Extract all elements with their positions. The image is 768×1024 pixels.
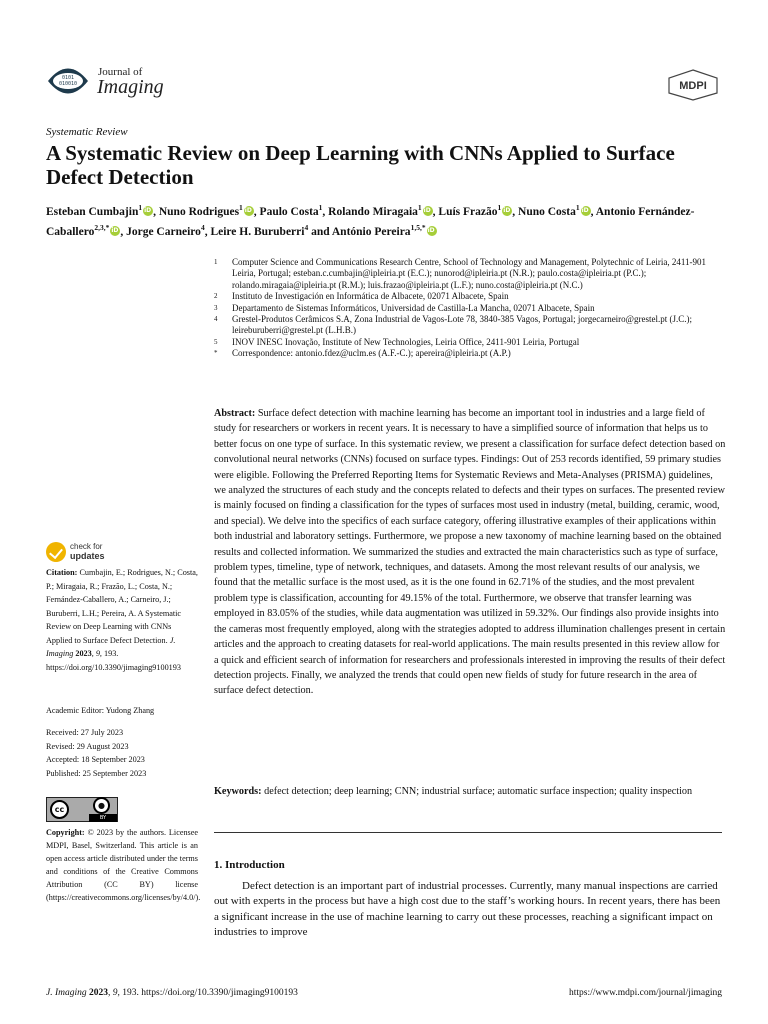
footer-year: 2023	[89, 988, 109, 998]
citation-volume: 9	[95, 649, 100, 658]
author-affiliation-number: 1	[497, 203, 502, 212]
author-affiliation-number: 4	[304, 222, 309, 232]
orcid-icon[interactable]	[110, 226, 120, 236]
author-separator: ,	[120, 225, 127, 238]
article-type: Systematic Review	[46, 126, 128, 138]
affiliation-text: Grestel-Produtos Cerâmicos S.A, Zona Industrial de Vagos-Lote 78, 3840-385 Vagos, Portugal; jorgecarneiro@grestel.pt (J.C.); leireburuberri@grestel.pt (L.H.B.)	[232, 314, 692, 336]
author-separator: ,	[153, 205, 159, 218]
abstract-label: Abstract:	[214, 408, 256, 419]
orcid-icon[interactable]	[423, 206, 433, 216]
abstract	[214, 406, 726, 699]
affiliation-text: Correspondence: antonio.fdez@uclm.es (A.F.-C.); apereira@ipleiria.pt (A.P.)	[232, 348, 511, 359]
citation: Citation: Cumbajin, E.; Rodrigues, N.; Costa, P.; Miragaia, R.; Frazão, L.; Costa, N.; Fernández-Caballero, A.; Carneiro, J.; Buruberri, L.H.; Pereira, A. A Systematic Review on Deep Learning with CNNs Applied to Surface Defect Detection. J. Imaging 2023, 9, 193. https://doi.org/10.3390/jimaging9100193	[46, 568, 198, 672]
author-name[interactable]: Luís Frazão	[438, 205, 498, 218]
copyright-label: Copyright:	[46, 828, 85, 837]
affiliations	[214, 257, 726, 360]
author-separator: ,	[204, 225, 211, 238]
author-name[interactable]: Paulo Costa	[259, 205, 319, 218]
author-name[interactable]: Esteban Cumbajin	[46, 205, 139, 218]
citation-journal: J. Imaging	[46, 635, 176, 658]
cc-by-license-badge[interactable]	[46, 797, 118, 822]
author-name[interactable]: Jorge Carneiro	[126, 225, 201, 238]
author-separator: and	[308, 225, 332, 238]
abstract-text: Surface defect detection with machine learning has become an important tool in industries and a large field of study for researchers or workers in recent years. It is necessary to have a simplified source of information that helps us to better focus on one type of surface. In this systematic review, we present a classification for surface defect detection based on convolutional neural networks (CNNs) focused on surface types. Findings: Out of 253 records identified, 59 primary studies were eligible. Following the Preferred Reporting Items for Systematic Reviews and Meta-Analyses (PRISMA) guidelines, we analyzed the structures of each study and the concepts related to defects and their types on surfaces. The presented review is mainly focused on finding a classification for the types of surfaces most used in industry (metal, building, ceramic, wood, and special). We delve into the specifics of each surface category, offering illustrative examples of their applications within both industrial and laboratory settings. Furthermore, we propose a new taxonomy of machine learning based on the obtained results and collected information. We summarized the studies and extracted the main characteristics such as type of surface, problem types, timeline, type of network, techniques, and datasets. Among the most relevant results of our analysis, we found that the metallic surface is the most used, as it is the one found in 62.71% of the studies, and the most prevalent problem type is classification, accounting for 49.15% of the total. Furthermore, we observe that transfer learning was employed in 83.05% of the studies, while data augmentation was utilized in 59.32%. Our findings also provide insights into the cameras most frequently employed, along with the strategies adopted to address illumination challenges present in certain articles and the approach to creating datasets for real-world applications. The main results presented in this review allow for a quick and efficient search of information for researchers and professionals interested in improving the results of their defect detection projects. Finally, we analyzed the trends that could open new fields of study for future research in the area of surface defect detection.	[214, 408, 726, 697]
affiliation-item	[214, 337, 726, 348]
orcid-icon[interactable]	[581, 206, 591, 216]
section-heading-introduction: 1. Introduction	[214, 859, 285, 871]
copyright-text: © 2023 by the authors. Licensee MDPI, Basel, Switzerland. This article is an open access article distributed under the terms and conditions of the Creative Commons Attribution (CC BY) license (https://creativecommons.org/licenses/by/4.0/).	[46, 828, 201, 903]
date-item: Accepted: 18 September 2023	[46, 755, 145, 764]
author-separator: ,	[253, 205, 260, 218]
affiliation-number: 4	[214, 315, 218, 324]
orcid-icon[interactable]	[502, 206, 512, 216]
affiliation-text: INOV INESC Inovação, Institute of New Technologies, Leiria Office, 2411-901 Leiria, Portugal	[232, 336, 580, 347]
check-for-updates-button[interactable]	[46, 541, 130, 563]
author-affiliation-number: 4	[200, 222, 205, 232]
academic-editor: Academic Editor: Yudong Zhang	[46, 706, 155, 715]
affiliation-item	[214, 303, 726, 314]
citation-doi[interactable]: , 193. https://doi.org/10.3390/jimaging9100193	[46, 649, 181, 672]
date-item: Received: 27 July 2023	[46, 728, 124, 737]
affiliation-item	[214, 348, 726, 359]
footer-journal: J. Imaging	[46, 988, 87, 998]
author-affiliation-number: 1,5,*	[410, 222, 426, 232]
creative-commons-icon: cc	[50, 800, 69, 819]
author-name[interactable]: António Pereira	[331, 225, 411, 238]
keywords	[214, 784, 726, 799]
checkmark-icon	[46, 542, 66, 562]
journal-imaging-logo-icon	[46, 62, 90, 100]
orcid-icon[interactable]	[427, 226, 437, 236]
affiliation-number: 3	[214, 303, 218, 312]
orcid-icon[interactable]	[244, 206, 254, 216]
keywords-text: defect detection; deep learning; CNN; industrial surface; automatic surface inspection; quality inspection	[264, 786, 693, 797]
footer-citation: J. Imaging 2023, 9, 193. https://doi.org/10.3390/jimaging9100193	[46, 988, 298, 998]
author-separator: ,	[512, 205, 519, 218]
by-label: BY	[89, 814, 117, 822]
author-separator: ,	[590, 205, 596, 218]
affiliation-number: 1	[214, 258, 218, 266]
affiliation-item	[214, 257, 726, 291]
author-affiliation-number: 2,3,*	[94, 222, 110, 232]
citation-label: Citation:	[46, 568, 78, 577]
affiliation-text: Computer Science and Communications Research Centre, School of Technology and Management, Polytechnic of Leiria, 2411-901 Leiria, Portugal; esteban.c.cumbajin@ipleiria.pt (E.C.); nunorod@ipleiria.pt (N.R.); paulo.costa@ipleiria.pt (P.C.); rolando.miragaia@ipleiria.pt (R.M.); luis.frazao@ipleiria.pt (L.F.); nuno.costa@ipleiria.pt (N.C.)	[232, 257, 706, 290]
article-title: A Systematic Review on Deep Learning with CNNs Applied to Surface Defect Detection	[46, 141, 675, 189]
citation-year: 2023	[75, 649, 92, 658]
footer-journal-link[interactable]: https://www.mdpi.com/journal/jimaging	[569, 988, 722, 998]
author-list	[46, 200, 726, 240]
copyright-notice	[46, 826, 201, 905]
author-affiliation-number: 1	[417, 203, 422, 212]
publication-dates	[46, 726, 198, 780]
keywords-label: Keywords:	[214, 786, 262, 797]
author-name[interactable]: Nuno Costa	[518, 205, 576, 218]
affiliation-item	[214, 291, 726, 302]
author-name[interactable]: Antonio Fernández-Caballero	[46, 205, 695, 238]
author-affiliation-number: 1	[239, 203, 243, 212]
introduction-paragraph: Defect detection is an important part of industrial processes. Currently, many manual inspections are carried out with experts in the process but have a high cost due to the staff’s working hours. In recent years, there has been a significant increase in the use of machine learning to carry out these processes, reaching a significant impact on industries to improve	[214, 880, 721, 938]
citation-text: Cumbajin, E.; Rodrigues, N.; Costa, P.; Miragaia, R.; Frazão, L.; Costa, N.; Fernández-Caballero, A.; Carneiro, J.; Buruberri, L.H.; Pereira, A. A Systematic Review on Deep Learning with CNNs Applied to Surface Defect Detection.	[46, 568, 198, 645]
affiliation-number: *	[214, 349, 218, 358]
check-for-label: check for	[70, 542, 103, 551]
svg-text:0101: 0101	[61, 75, 75, 81]
author-name[interactable]: Rolando Miragaia	[328, 205, 418, 218]
author-affiliation-number: 1	[575, 203, 580, 212]
journal-name: Imaging	[97, 76, 164, 98]
mdpi-logo-icon	[667, 69, 719, 101]
person-icon: ●	[93, 797, 110, 814]
author-name[interactable]: Nuno Rodrigues	[158, 205, 240, 218]
affiliation-item	[214, 314, 726, 337]
author-separator: ,	[432, 205, 439, 218]
date-item: Published: 25 September 2023	[46, 768, 147, 778]
footer-volume: 9	[112, 988, 118, 998]
author-affiliation-number: 1	[138, 203, 143, 212]
svg-text:010010: 010010	[58, 81, 78, 87]
journal-of-label: Journal of	[98, 66, 143, 78]
author-name[interactable]: Leire H. Buruberri	[210, 225, 305, 238]
affiliation-number: 2	[214, 292, 218, 301]
date-item: Revised: 29 August 2023	[46, 741, 129, 751]
affiliation-text: Departamento de Sistemas Informáticos, Universidad de Castilla-La Mancha, 02071 Albacete, Spain	[232, 302, 595, 313]
author-affiliation-number: 1	[318, 203, 323, 212]
affiliation-text: Instituto de Investigación en Informática de Albacete, 02071 Albacete, Spain	[232, 291, 509, 302]
svg-text:MDPI: MDPI	[679, 80, 707, 92]
updates-label: updates	[70, 551, 105, 561]
author-separator: ,	[322, 205, 329, 218]
section-divider	[214, 832, 722, 833]
affiliation-number: 5	[214, 337, 218, 346]
orcid-icon[interactable]	[143, 206, 153, 216]
footer-doi-link[interactable]: , 193. https://doi.org/10.3390/jimaging9100193	[117, 988, 298, 998]
